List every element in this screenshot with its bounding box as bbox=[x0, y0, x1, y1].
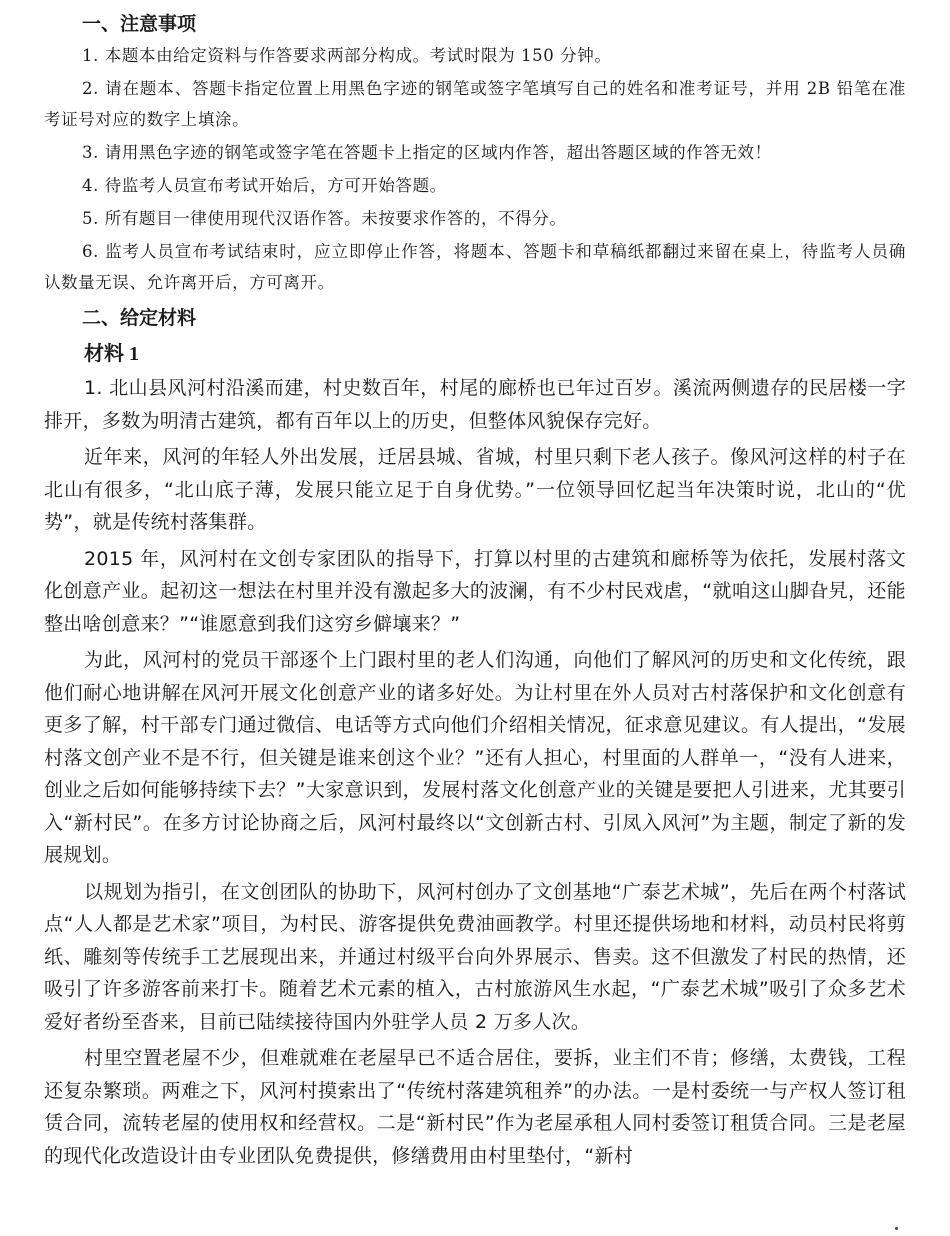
notice-item-3: 3. 请用黑色字迹的钢笔或签字笔在答题卡上指定的区域内作答，超出答题区域的作答无效！ bbox=[82, 143, 772, 162]
notice-item-4: 4. 待监考人员宣布考试开始后，方可开始答题。 bbox=[82, 176, 447, 195]
page-mark bbox=[895, 1227, 898, 1230]
material-1-paragraph-3: 2015 年，风河村在文创专家团队的指导下，打算以村里的古建筑和廊桥等为依托，发展村落文化创意产业。起初这一想法在村里并没有激起多大的波澜，有不少村民戏虐，“就咱这山脚旮旯，还能整出啥创意来？”“谁愿意到我们这穷乡僻壤来？” bbox=[44, 547, 906, 635]
material-1-title: 材料 1 bbox=[84, 343, 139, 365]
material-1-paragraph-6: 村里空置老屋不少，但难就难在老屋早已不适合居住，要拆，业主们不肯；修缮，太费钱，工程还复杂繁琐。两难之下，风河村摸索出了“传统村落建筑租养”的办法。一是村委统一与产权人签订租赁合同，流转老屋的使用权和经营权。二是“新村民”作为老屋承租人同村委签订租赁合同。三是老屋的现代化改造设计由专业团队免费提供，修缮费用由村里垫付，“新村 bbox=[44, 1047, 906, 1167]
material-1-paragraph-2: 近年来，风河的年轻人外出发展，迁居县城、省城，村里只剩下老人孩子。像风河这样的村子在北山有很多，“北山底子薄，发展只能立足于自身优势。”一位领导回忆起当年决策时说，北山的“优势”，就是传统村落集群。 bbox=[44, 446, 906, 533]
material-1-paragraph-1: 1. 北山县风河村沿溪而建，村史数百年，村尾的廊桥也已年过百岁。溪流两侧遗存的民居楼一字排开，多数为明清古建筑，都有百年以上的历史，但整体风貌保存完好。 bbox=[44, 377, 906, 432]
notice-item-1: 1. 本题本由给定资料与作答要求两部分构成。考试时限为 150 分钟。 bbox=[82, 46, 612, 65]
notice-item-5: 5. 所有题目一律使用现代汉语作答。未按要求作答的，不得分。 bbox=[82, 209, 567, 228]
notice-item-2: 2. 请在题本、答题卡指定位置上用黑色字迹的钢笔或签字笔填写自己的姓名和准考证号，并用 2B 铅笔在准考证号对应的数字上填涂。 bbox=[44, 79, 906, 129]
material-1-paragraph-5: 以规划为指引，在文创团队的协助下，风河村创办了文创基地“广泰艺术城”，先后在两个村落试点“人人都是艺术家”项目，为村民、游客提供免费油画教学。村里还提供场地和材料，动员村民将剪纸、雕刻等传统手工艺展现出来，并通过村级平台向外界展示、售卖。这不但激发了村民的热情，还吸引了许多游客前来打卡。随着艺术元素的植入，古村旅游风生水起，“广泰艺术城”吸引了众多艺术爱好者纷至沓来，目前已陆续接待国内外驻学人员 2 万多人次。 bbox=[44, 880, 906, 1033]
notice-item-6: 6. 监考人员宣布考试结束时，应立即停止作答，将题本、答题卡和草稿纸都翻过来留在桌上，待监考人员确认数量无误、允许离开后，方可离开。 bbox=[44, 242, 906, 292]
materials-section-title: 二、给定材料 bbox=[82, 307, 197, 329]
material-1-paragraph-4: 为此，风河村的党员干部逐个上门跟村里的老人们沟通，向他们了解风河的历史和文化传统，跟他们耐心地讲解在风河开展文化创意产业的诸多好处。为让村里在外人员对古村落保护和文化创意有更多了解，村干部专门通过微信、电话等方式向他们介绍相关情况，征求意见建议。有人提出，“发展村落文创产业不是不行，但关键是谁来创这个业？”还有人担心，村里面的人群单一，“没有人进来，创业之后如何能够持续下去？”大家意识到，发展村落文化创意产业的关键是要把人引进来，尤其要引入“新村民”。在多方讨论协商之后，风河村最终以“文创新古村、引凤入风河”为主题，制定了新的发展规划。 bbox=[44, 649, 906, 866]
notice-section-title: 一、注意事项 bbox=[82, 13, 197, 35]
